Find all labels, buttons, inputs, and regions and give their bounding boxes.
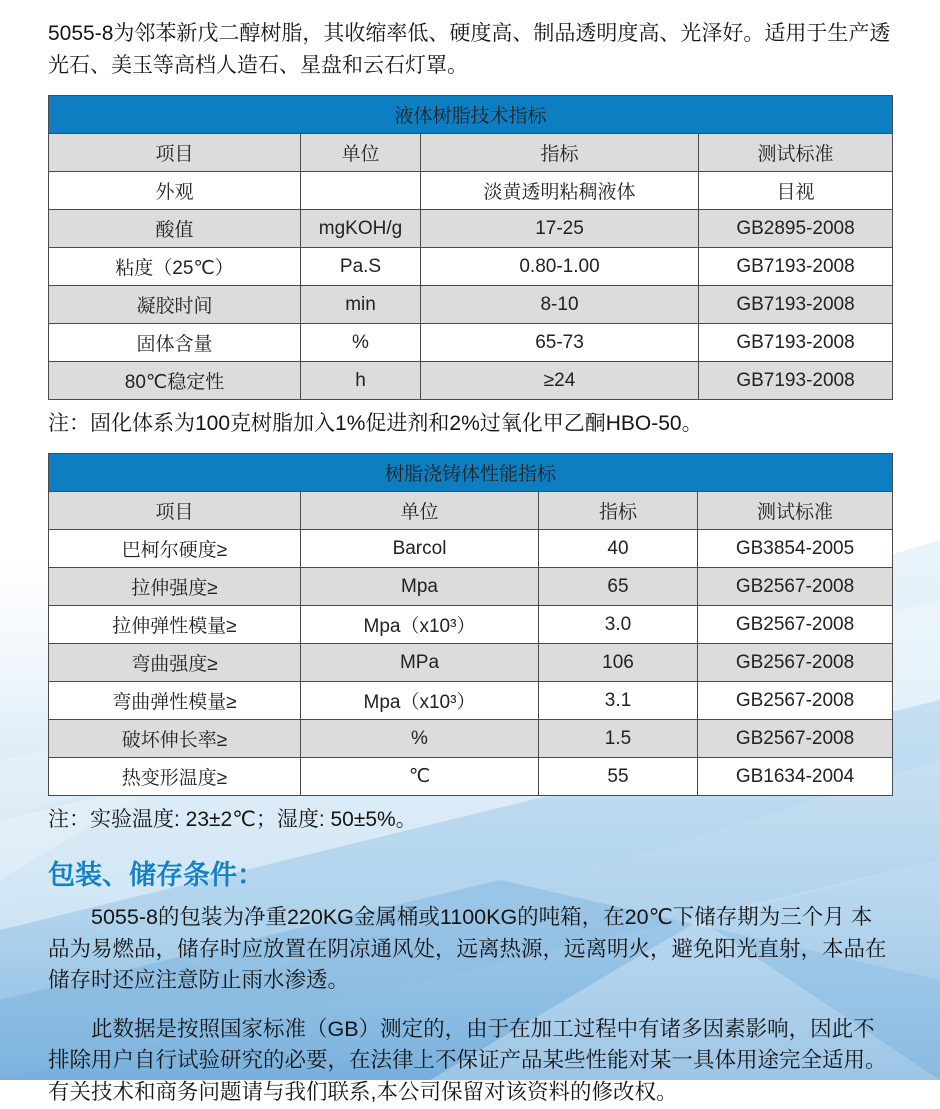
table-cell: ≥24 <box>421 362 699 400</box>
table-cell: 80℃稳定性 <box>49 362 301 400</box>
table-row <box>49 682 893 720</box>
table-cell: GB7193-2008 <box>699 248 893 286</box>
table-cell: 外观 <box>49 172 301 210</box>
table-cell: GB2567-2008 <box>698 644 893 682</box>
table-row <box>49 530 893 568</box>
table-cell: h <box>301 362 421 400</box>
table-cell: 106 <box>539 644 698 682</box>
table-cell: 17-25 <box>421 210 699 248</box>
table-cell: 淡黄透明粘稠液体 <box>421 172 699 210</box>
table-cell: 65-73 <box>421 324 699 362</box>
table-cell: % <box>301 324 421 362</box>
table1-note: 注：固化体系为100克树脂加入1%促进剂和2%过氧化甲乙酮HBO-50。 <box>48 412 703 435</box>
product-intro: 5055-8为邻苯新戊二醇树脂，其收缩率低、硬度高、制品透明度高、光泽好。适用于生产透光石、美玉等高档人造石、星盘和云石灯罩。 <box>48 22 891 77</box>
table-cell: GB7193-2008 <box>699 286 893 324</box>
table-cell: min <box>301 286 421 324</box>
table-row <box>49 362 893 400</box>
table-cell: mgKOH/g <box>301 210 421 248</box>
table-cell: 粘度（25℃） <box>49 248 301 286</box>
table-row <box>49 210 893 248</box>
table-row <box>49 606 893 644</box>
table-cell: 40 <box>539 530 698 568</box>
table-cell: 0.80-1.00 <box>421 248 699 286</box>
table-cell: GB2567-2008 <box>698 606 893 644</box>
column-header: 单位 <box>301 134 421 172</box>
table-cell <box>301 172 421 210</box>
table-cell: 弯曲强度≥ <box>49 644 301 682</box>
table-cell: 酸值 <box>49 210 301 248</box>
table-row <box>49 720 893 758</box>
table-cell: Mpa（x10³） <box>301 682 539 720</box>
column-header: 单位 <box>301 492 539 530</box>
table-cell: 55 <box>539 758 698 796</box>
table-cell: GB2895-2008 <box>699 210 893 248</box>
casting-performance-table <box>48 453 893 796</box>
storage-paragraph: 5055-8的包装为净重220KG金属桶或1100KG的吨箱，在20℃下储存期为三个月 本品为易燃品，储存时应放置在阴凉通风处，远离热源，远离明火，避免阳光直射，本品在储存时还应注意防止雨水渗透。 <box>48 905 887 993</box>
table-row <box>49 758 893 796</box>
table-header-row <box>49 134 893 172</box>
table-cell: 65 <box>539 568 698 606</box>
table-cell: 巴柯尔硬度≥ <box>49 530 301 568</box>
table-row <box>49 568 893 606</box>
table-cell: Mpa（x10³） <box>301 606 539 644</box>
column-header: 指标 <box>421 134 699 172</box>
disclaimer-paragraph: 此数据是按照国家标准（GB）测定的，由于在加工过程中有诸多因素影响，因此不排除用户自行试验研究的必要，在法律上不保证产品某些性能对某一具体用途完全适用。有关技术和商务问题请与我们联系,本公司保留对该资料的修改权。 <box>48 1016 887 1104</box>
table-cell: 3.0 <box>539 606 698 644</box>
column-header: 测试标准 <box>698 492 893 530</box>
table-cell: 固体含量 <box>49 324 301 362</box>
table-title-row <box>49 454 893 492</box>
table-cell: GB1634-2004 <box>698 758 893 796</box>
table-cell: 1.5 <box>539 720 698 758</box>
table-cell: 3.1 <box>539 682 698 720</box>
table-row <box>49 324 893 362</box>
table-row <box>49 172 893 210</box>
table-cell: GB2567-2008 <box>698 682 893 720</box>
liquid-resin-spec-table <box>48 95 893 400</box>
table-cell: GB2567-2008 <box>698 720 893 758</box>
table-cell: GB7193-2008 <box>699 362 893 400</box>
table-cell: % <box>301 720 539 758</box>
table-cell: MPa <box>301 644 539 682</box>
table-row <box>49 286 893 324</box>
table2-note: 注：实验温度: 23±2℃；湿度: 50±5%。 <box>48 808 417 831</box>
column-header: 项目 <box>49 492 301 530</box>
table-title-row <box>49 96 893 134</box>
table-cell: ℃ <box>301 758 539 796</box>
table-header-row <box>49 492 893 530</box>
storage-section-heading: 包装、储存条件： <box>48 860 264 890</box>
table-cell: Mpa <box>301 568 539 606</box>
table-cell: 热变形温度≥ <box>49 758 301 796</box>
table-cell: 破坏伸长率≥ <box>49 720 301 758</box>
table-cell: 8-10 <box>421 286 699 324</box>
table-cell: 目视 <box>699 172 893 210</box>
table-row <box>49 644 893 682</box>
table-cell: 拉伸弹性模量≥ <box>49 606 301 644</box>
table-cell: Barcol <box>301 530 539 568</box>
table-cell: 凝胶时间 <box>49 286 301 324</box>
table-title: 液体树脂技术指标 <box>49 96 893 134</box>
column-header: 指标 <box>539 492 698 530</box>
table-cell: GB7193-2008 <box>699 324 893 362</box>
table-cell: 弯曲弹性模量≥ <box>49 682 301 720</box>
table-title: 树脂浇铸体性能指标 <box>49 454 893 492</box>
table-row <box>49 248 893 286</box>
table-cell: GB3854-2005 <box>698 530 893 568</box>
column-header: 测试标准 <box>699 134 893 172</box>
column-header: 项目 <box>49 134 301 172</box>
table-cell: 拉伸强度≥ <box>49 568 301 606</box>
table-cell: Pa.S <box>301 248 421 286</box>
table-cell: GB2567-2008 <box>698 568 893 606</box>
